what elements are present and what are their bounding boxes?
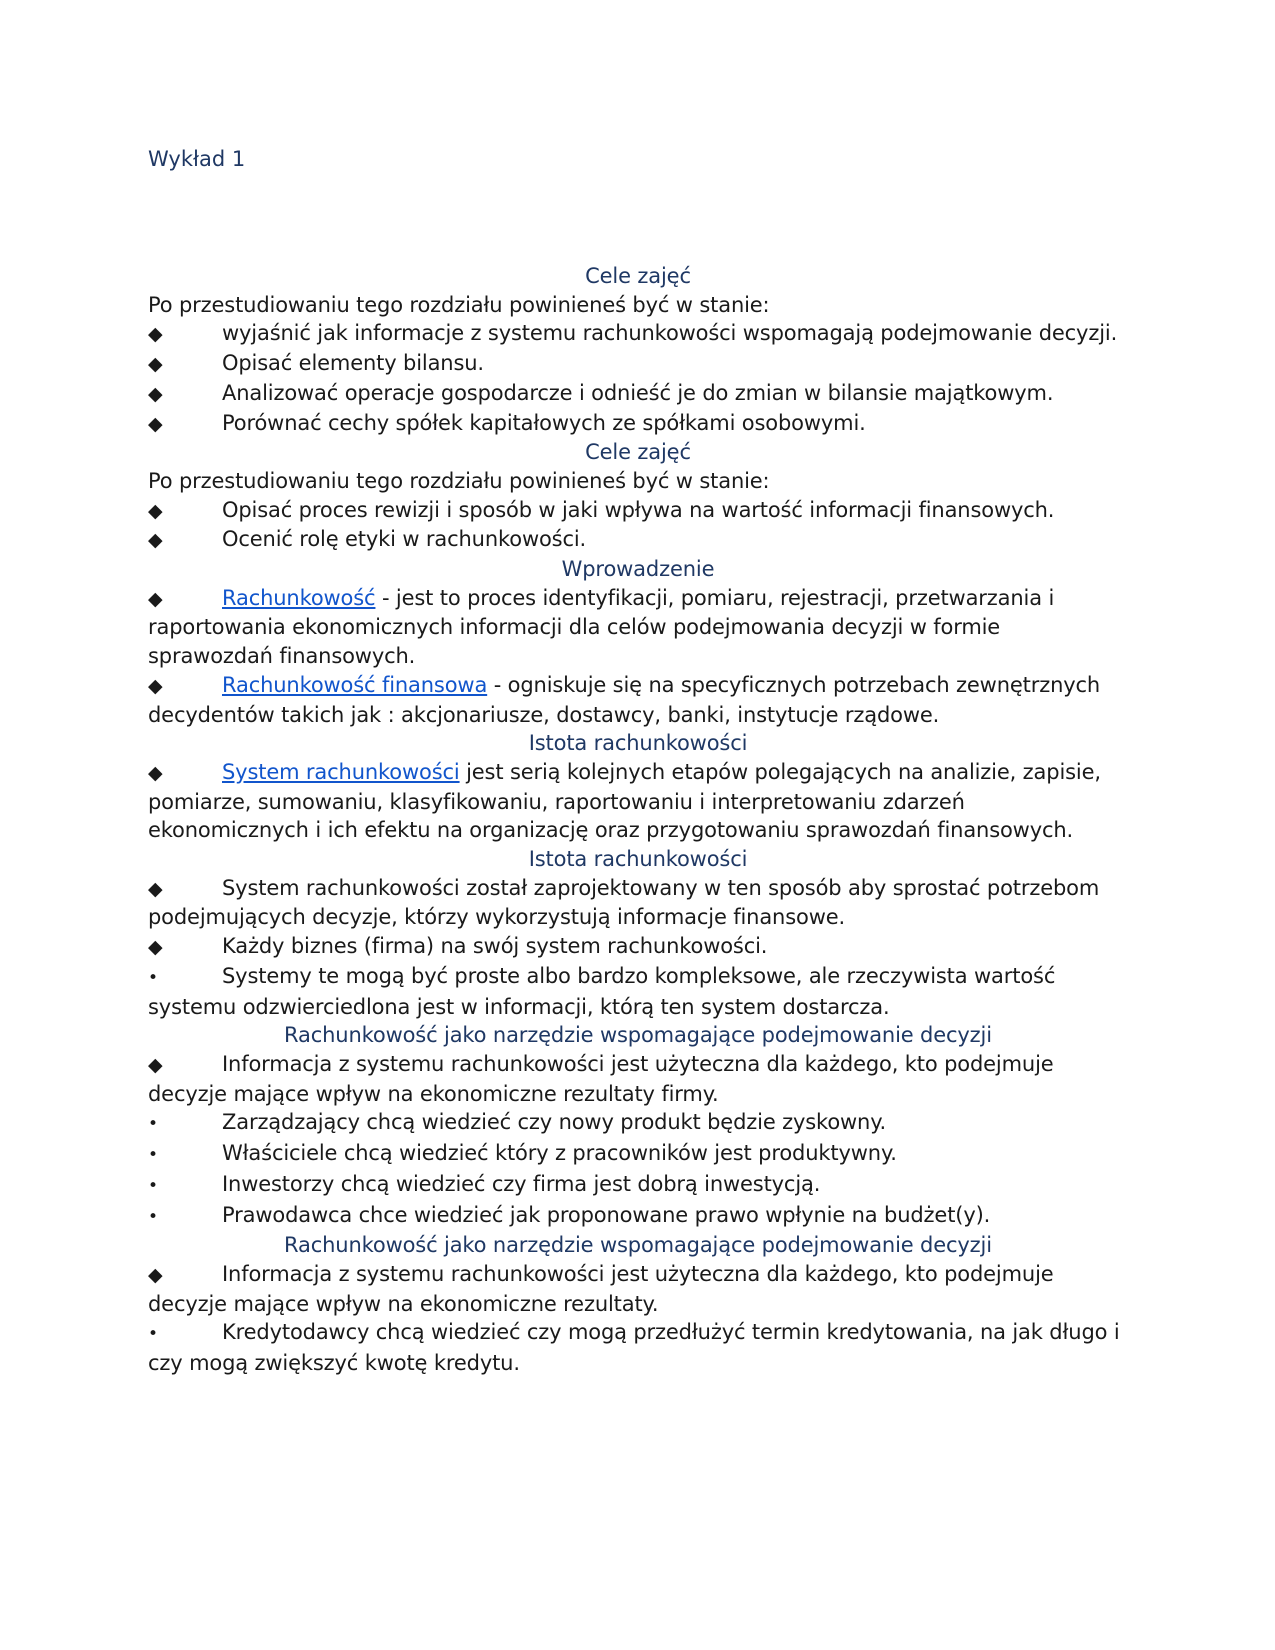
list-item-text: Porównać cechy spółek kapitałowych ze spółkami osobowymi.: [222, 410, 866, 435]
section-heading: Istota rachunkowości: [528, 731, 748, 756]
section-goals-1: [148, 262, 1128, 438]
list-item-text: Inwestorzy chcą wiedzieć czy firma jest dobrą inwestycją.: [222, 1171, 821, 1196]
diamond-bullet-icon: ◆: [148, 936, 163, 959]
section-heading: Istota rachunkowości: [528, 847, 748, 872]
list-item: [148, 379, 1128, 409]
list-item-text: Opisać elementy bilansu.: [222, 351, 484, 376]
list-item-text: Informacja z systemu rachunkowości jest użyteczna dla każdego, kto podejmuje decyzje mające wpływ na ekonomiczne rezultaty firmy.: [148, 1051, 1054, 1106]
dot-bullet-icon: •: [148, 1175, 158, 1196]
section-heading: Cele zajęć: [585, 264, 691, 288]
link-rachunkowosc-finansowa[interactable]: Rachunkowość finansowa: [222, 672, 488, 697]
section-decision-tool-2: [148, 1231, 1128, 1378]
diamond-bullet-icon: ◆: [148, 674, 163, 697]
list-item: [148, 962, 1128, 1021]
list-item-text: Analizować operacje gospodarcze i odnieść je do zmian w bilansie majątkowym.: [222, 380, 1054, 405]
list-item: [148, 874, 1128, 932]
section-heading: Cele zajęć: [585, 440, 691, 465]
list-item: [148, 1201, 1128, 1232]
diamond-bullet-icon: ◆: [148, 412, 163, 435]
list-item-text: Systemy te mogą być proste albo bardzo kompleksowe, ale rzeczywista wartość systemu odzwierciedlona jest w informacji, którą ten system dostarcza.: [148, 963, 1056, 1019]
list-item: [148, 584, 1128, 671]
dot-bullet-icon: •: [148, 967, 158, 988]
list-item: [148, 496, 1128, 526]
diamond-bullet-icon: ◆: [148, 382, 163, 405]
list-item-text: Ocenić rolę etyki w rachunkowości.: [222, 527, 587, 552]
list-item: [148, 1170, 1128, 1201]
list-item-text: jest serią kolejnych etapów polegających na analizie, zapisie, pomiarze, sumowaniu, klasyfikowaniu, raportowaniu i interpretowaniu zdarzeń ekonomicznych i ich efektu na organizację oraz przygotowaniu sprawozdań finansowych.: [148, 759, 1101, 843]
section-decision-tool-1: [148, 1021, 1128, 1231]
diamond-bullet-icon: ◆: [148, 877, 163, 900]
link-system-rachunkowosci[interactable]: System rachunkowości: [222, 759, 460, 784]
list-item: [148, 1108, 1128, 1139]
diamond-bullet-icon: ◆: [148, 761, 163, 784]
list-item-text: Właściciele chcą wiedzieć który z pracowników jest produktywny.: [222, 1141, 897, 1166]
section-heading: Wprowadzenie: [561, 557, 715, 582]
dot-bullet-icon: •: [148, 1145, 158, 1166]
diamond-bullet-icon: ◆: [148, 587, 163, 610]
diamond-bullet-icon: ◆: [148, 323, 163, 346]
list-item: [148, 409, 1128, 439]
dot-bullet-icon: •: [148, 1114, 158, 1135]
list-item-text: wyjaśnić jak informacje z systemu rachunkowości wspomagają podejmowanie decyzji.: [222, 321, 1118, 346]
list-item-text: - jest to proces identyfikacji, pomiaru, rejestracji, przetwarzania i raportowania ekonomicznych informacji dla celów podejmowania decyzji w formie sprawozdań finansowych.: [148, 585, 1055, 669]
list-item-text: Opisać proces rewizji i sposób w jaki wpływa na wartość informacji finansowych.: [222, 497, 1055, 522]
section-intro: Po przestudiowaniu tego rozdziału powinieneś być w stanie:: [148, 292, 770, 317]
document-title: Wykład 1: [148, 147, 246, 171]
section-intro: Po przestudiowaniu tego rozdziału powinieneś być w stanie:: [148, 468, 770, 493]
section-heading: Rachunkowość jako narzędzie wspomagające podejmowanie decyzji: [284, 1023, 992, 1048]
section-essence-1: [148, 729, 1128, 845]
list-item-text: Informacja z systemu rachunkowości jest użyteczna dla każdego, kto podejmuje decyzje mające wpływ na ekonomiczne rezultaty.: [148, 1261, 1054, 1316]
list-item-text: Prawodawca chce wiedzieć jak proponowane prawo wpłynie na budżet(y).: [222, 1202, 991, 1227]
section-essence-2: [148, 845, 1128, 1021]
dot-bullet-icon: •: [148, 1324, 158, 1345]
section-heading: Rachunkowość jako narzędzie wspomagające podejmowanie decyzji: [284, 1233, 992, 1258]
link-rachunkowosc[interactable]: Rachunkowość: [222, 585, 376, 610]
list-item: [148, 319, 1128, 349]
section-introduction: [148, 555, 1128, 729]
list-item-text: System rachunkowości został zaprojektowany w ten sposób aby sprostać potrzebom podejmujących decyzje, którzy wykorzystują informacje finansowe.: [148, 875, 1100, 930]
list-item: [148, 525, 1128, 555]
list-item: [148, 1050, 1128, 1108]
list-item: [148, 1318, 1128, 1377]
list-item-text: Kredytodawcy chcą wiedzieć czy mogą przedłużyć termin kredytowania, na jak długo i czy mogą zwiększyć kwotę kredytu.: [148, 1320, 1120, 1376]
list-item-text: Każdy biznes (firma) na swój system rachunkowości.: [222, 934, 768, 959]
dot-bullet-icon: •: [148, 1206, 158, 1227]
list-item: [148, 1139, 1128, 1170]
diamond-bullet-icon: ◆: [148, 499, 163, 522]
section-goals-2: [148, 438, 1128, 555]
list-item: [148, 349, 1128, 379]
document-page: [148, 0, 1128, 1650]
document-body: [148, 262, 1128, 1378]
list-item: [148, 932, 1128, 962]
list-item-text: - ogniskuje się na specyficznych potrzebach zewnętrznych decydentów takich jak : akcjonariusze, dostawcy, banki, instytucje rządowe.: [148, 672, 1101, 727]
diamond-bullet-icon: ◆: [148, 1263, 163, 1286]
diamond-bullet-icon: ◆: [148, 529, 163, 552]
diamond-bullet-icon: ◆: [148, 1053, 163, 1076]
list-item: [148, 671, 1128, 729]
list-item: [148, 758, 1128, 845]
list-item-text: Zarządzający chcą wiedzieć czy nowy produkt będzie zyskowny.: [222, 1110, 887, 1135]
diamond-bullet-icon: ◆: [148, 353, 163, 376]
list-item: [148, 1260, 1128, 1318]
